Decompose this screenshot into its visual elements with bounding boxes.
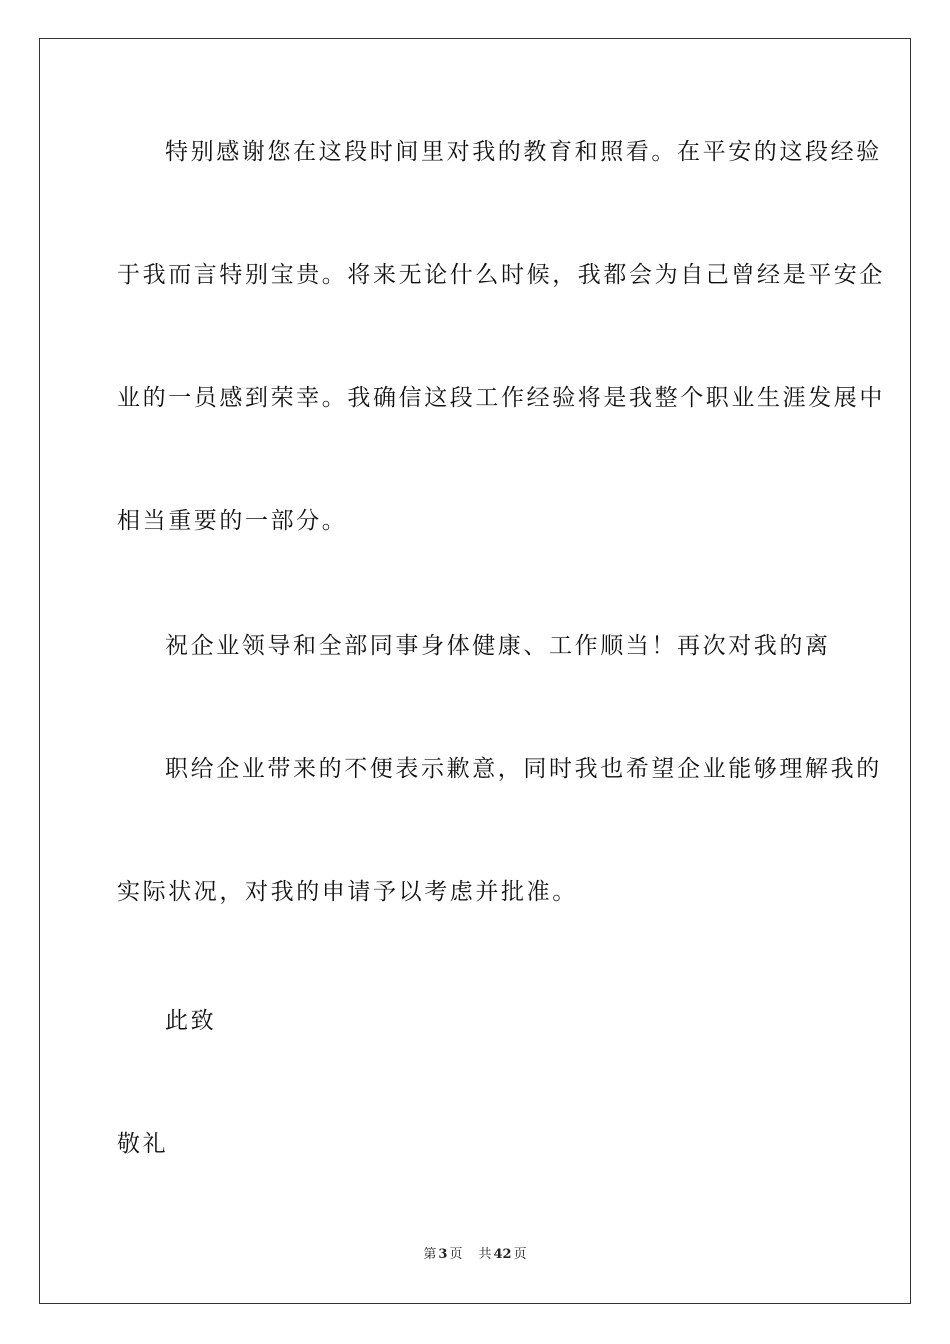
- paragraph-line-2: 于我而言特别宝贵。将来无论什么时候，我都会为自己曾经是平安企: [117, 262, 885, 288]
- paragraph-line-1: 特别感谢您在这段时间里对我的教育和照看。在平安的这段经验: [165, 139, 882, 165]
- total-suffix: 页: [513, 1247, 527, 1262]
- paragraph-line-6: 职给企业带来的不便表示歉意，同时我也希望企业能够理解我的: [165, 756, 882, 782]
- total-prefix: 共: [478, 1247, 492, 1262]
- paragraph-line-4: 相当重要的一部分。: [117, 508, 348, 534]
- closing-regards: 敬礼: [117, 1131, 169, 1157]
- page-number: 3: [438, 1247, 448, 1262]
- page-prefix: 第: [423, 1247, 437, 1262]
- page-footer: [0, 1246, 950, 1264]
- page-frame: [39, 38, 911, 1304]
- paragraph-line-3: 业的一员感到荣幸。我确信这段工作经验将是我整个职业生涯发展中: [117, 385, 885, 411]
- paragraph-line-5: 祝企业领导和全部同事身体健康、工作顺当！再次对我的离: [165, 633, 831, 659]
- page-suffix: 页: [449, 1247, 463, 1262]
- closing-salutation: 此致: [165, 1008, 217, 1034]
- paragraph-line-7: 实际状况，对我的申请予以考虑并批准。: [117, 879, 578, 905]
- total-pages: 42: [493, 1247, 512, 1262]
